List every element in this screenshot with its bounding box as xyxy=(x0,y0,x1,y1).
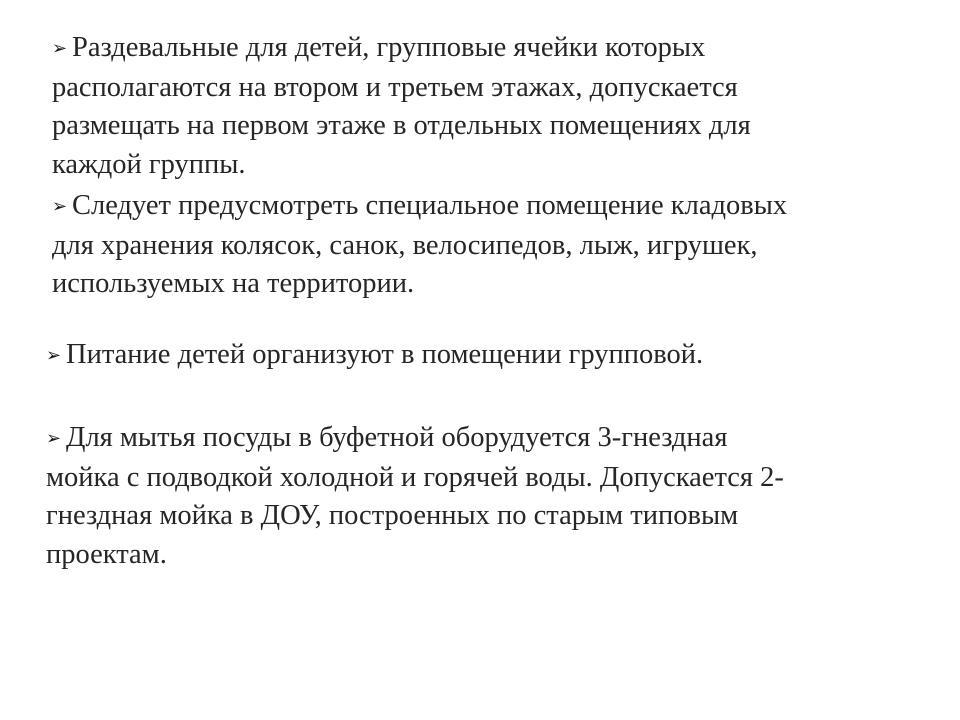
text-line: ➢ Для мытья посуды в буфетной оборудуется 3-гнездная xyxy=(46,419,916,459)
arrow-bullet-icon: ➢ xyxy=(52,38,68,59)
text-line: размещать на первом этаже в отдельных помещениях для xyxy=(52,110,751,141)
bullet-item-meals xyxy=(46,336,916,376)
bullet-item-storage-room xyxy=(52,187,912,304)
text-line: мойка с подводкой холодной и горячей воды. Допускается 2- xyxy=(46,461,784,493)
arrow-bullet-icon: ➢ xyxy=(46,428,62,449)
text-line: ➢ Раздевальные для детей, групповые ячейки которых xyxy=(52,29,912,69)
text-line: гнездная мойка в ДОУ, построенных по старым типовым xyxy=(46,500,739,531)
text-line: проектам. xyxy=(46,538,167,570)
text-line: используемых на территории. xyxy=(52,268,415,299)
text-line: для хранения колясок, санок, велосипедов, лыж, игрушек, xyxy=(52,229,758,261)
text-line: ➢ Следует предусмотреть специальное помещение кладовых xyxy=(52,187,912,227)
text-line: ➢ Питание детей организуют в помещении групповой. xyxy=(46,336,916,376)
text-block-dishwashing xyxy=(46,419,916,574)
bullet-item-cloakrooms xyxy=(52,29,912,184)
text-line: располагаются на втором и третьем этажах, допускается xyxy=(52,71,738,103)
arrow-bullet-icon: ➢ xyxy=(46,345,62,366)
bullet-item-dishwashing xyxy=(46,419,916,574)
text-line: каждой группы. xyxy=(52,148,246,180)
arrow-bullet-icon: ➢ xyxy=(52,196,68,217)
text-block-meals xyxy=(46,336,916,376)
text-block-cloakrooms-storage xyxy=(52,29,912,304)
